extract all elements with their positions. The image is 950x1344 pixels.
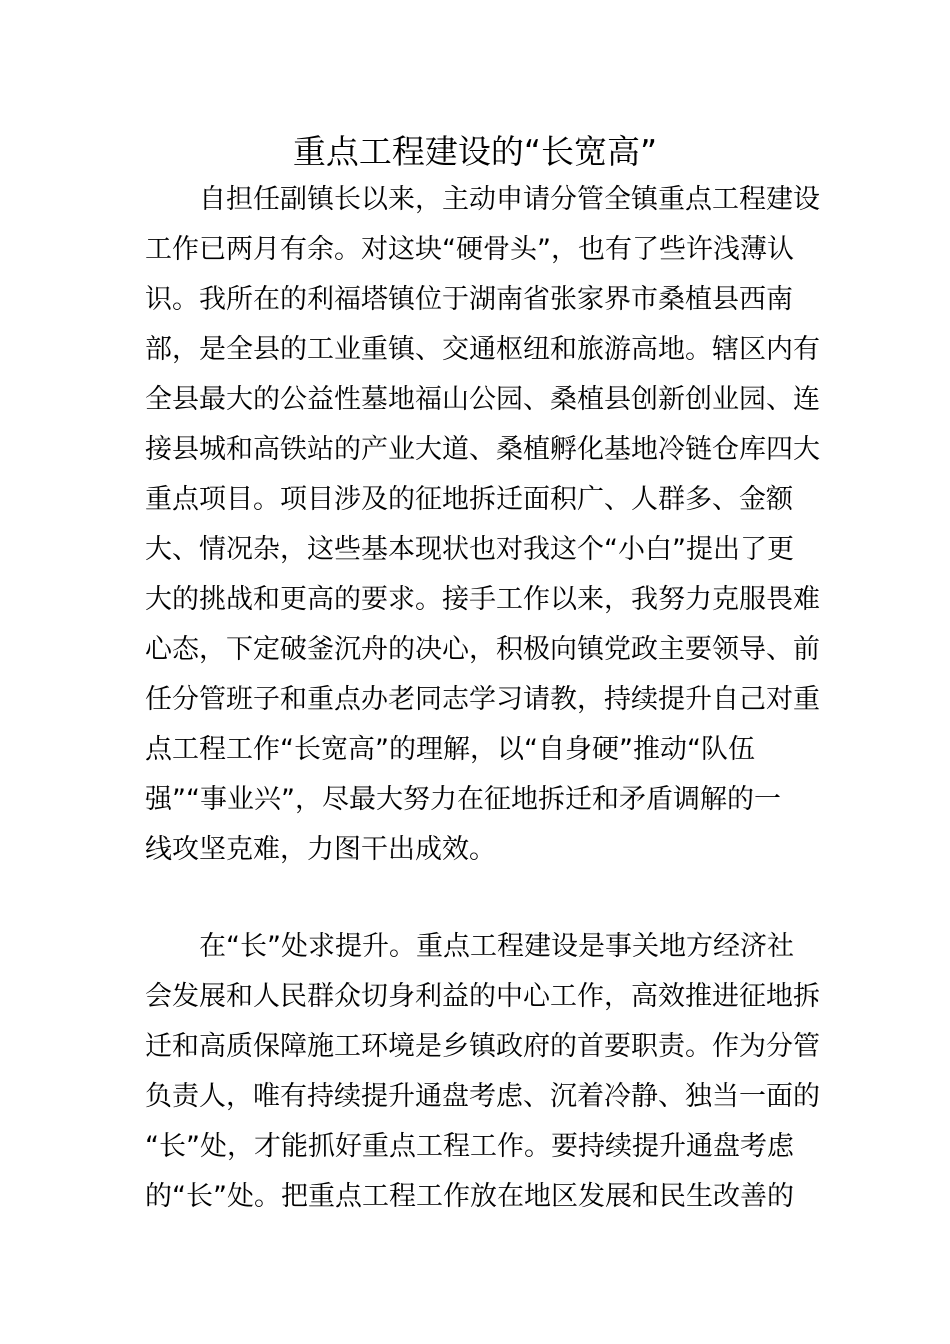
- text-line: 全县最大的公益性墓地福山公园、桑植县创新创业园、连: [145, 384, 820, 415]
- text-line: 重点项目。项目涉及的征地拆迁面积广、人群多、金额: [145, 484, 793, 515]
- text-line: 自担任副镇长以来，主动申请分管全镇重点工程建设: [199, 184, 820, 215]
- text-line: 工作已两月有余。对这块“硬骨头”，也有了些许浅薄认: [145, 234, 794, 265]
- paragraph-intro: [145, 175, 820, 875]
- text-line: 大的挑战和更高的要求。接手工作以来，我努力克服畏难: [145, 584, 820, 615]
- text-line: 在“长”处求提升。重点工程建设是事关地方经济社: [199, 931, 794, 962]
- text-line: 线攻坚克难，力图干出成效。: [145, 834, 496, 865]
- text-line: 部，是全县的工业重镇、交通枢纽和旅游高地。辖区内有: [145, 334, 820, 365]
- text-line: 点工程工作“长宽高”的理解，以“自身硬”推动“队伍: [145, 734, 755, 765]
- document-title: 重点工程建设的“长宽高”: [292, 132, 658, 171]
- text-line: 任分管班子和重点办老同志学习请教，持续提升自己对重: [145, 684, 820, 715]
- text-line: 强”“事业兴”，尽最大努力在征地拆迁和矛盾调解的一: [145, 784, 781, 815]
- text-line: 大、情况杂，这些基本现状也对我这个“小白”提出了更: [145, 534, 794, 565]
- text-line: 识。我所在的利福塔镇位于湖南省张家界市桑植县西南: [145, 284, 793, 315]
- text-line: 心态，下定破釜沉舟的决心，积极向镇党政主要领导、前: [145, 634, 820, 665]
- text-line: 迁和高质保障施工环境是乡镇政府的首要职责。作为分管: [145, 1031, 820, 1062]
- text-line: 会发展和人民群众切身利益的中心工作，高效推进征地拆: [145, 981, 820, 1012]
- text-line: 负责人，唯有持续提升通盘考虑、沉着冷静、独当一面的: [145, 1081, 820, 1112]
- paragraph-length: [145, 922, 820, 1222]
- text-line: “长”处，才能抓好重点工程工作。要持续提升通盘考虑: [145, 1131, 794, 1162]
- text-line: 的“长”处。把重点工程工作放在地区发展和民生改善的: [145, 1181, 794, 1212]
- text-line: 接县城和高铁站的产业大道、桑植孵化基地冷链仓库四大: [145, 434, 820, 465]
